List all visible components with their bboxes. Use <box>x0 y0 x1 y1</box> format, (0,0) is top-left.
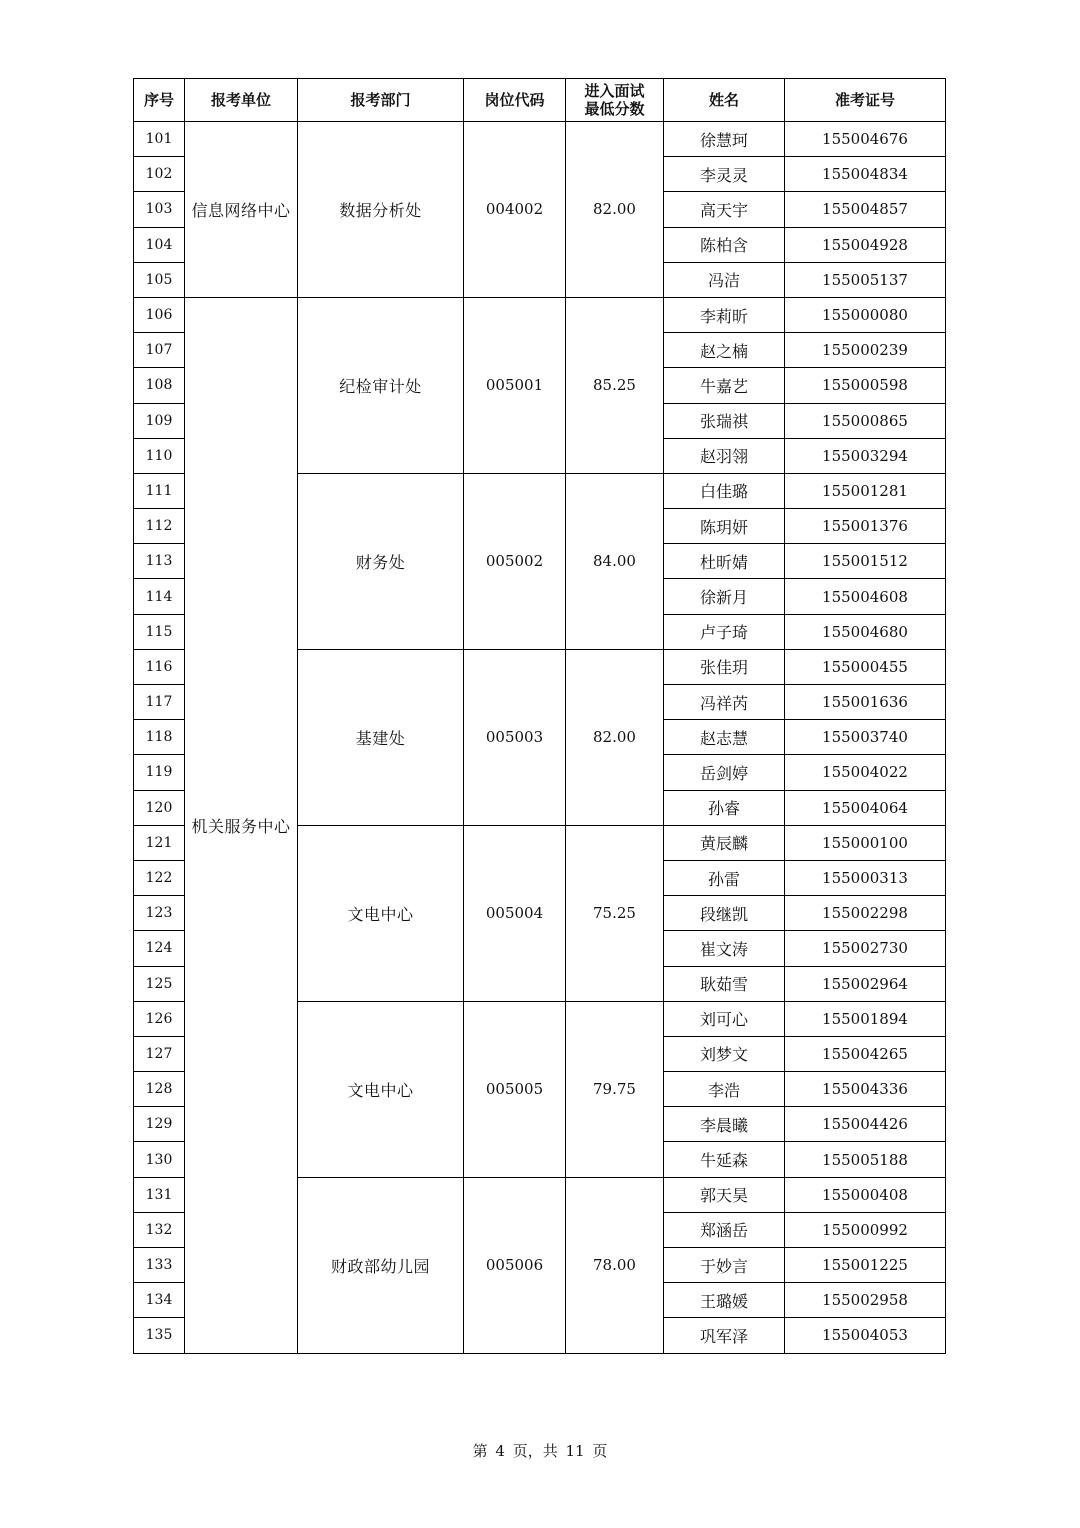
min-score-cell: 82.00 <box>566 649 664 825</box>
name-cell: 郑涵岳 <box>664 1212 785 1247</box>
seq-cell: 119 <box>134 755 185 790</box>
name-cell: 孙雷 <box>664 860 785 895</box>
seq-cell: 113 <box>134 544 185 579</box>
seq-cell: 103 <box>134 192 185 227</box>
name-cell: 李晨曦 <box>664 1107 785 1142</box>
position-code-cell: 005003 <box>464 649 566 825</box>
page-footer: 第 4 页，共 11 页 <box>472 1442 608 1460</box>
seq-cell: 102 <box>134 157 185 192</box>
seq-cell: 135 <box>134 1318 185 1353</box>
name-cell: 李灵灵 <box>664 157 785 192</box>
header-min-score-line1: 进入面试 <box>584 82 645 100</box>
exam-no-cell: 155004857 <box>785 192 946 227</box>
exam-no-cell: 155001281 <box>785 473 946 508</box>
exam-no-cell: 155003740 <box>785 720 946 755</box>
table-header-row <box>134 79 946 122</box>
name-cell: 高天宇 <box>664 192 785 227</box>
name-cell: 冯洁 <box>664 262 785 297</box>
seq-cell: 108 <box>134 368 185 403</box>
exam-no-cell: 155000408 <box>785 1177 946 1212</box>
exam-no-cell: 155000598 <box>785 368 946 403</box>
name-cell: 耿茹雪 <box>664 966 785 1001</box>
seq-cell: 116 <box>134 649 185 684</box>
seq-cell: 105 <box>134 262 185 297</box>
seq-cell: 104 <box>134 227 185 262</box>
seq-cell: 107 <box>134 333 185 368</box>
exam-no-cell: 155001894 <box>785 1001 946 1036</box>
min-score-cell: 82.00 <box>566 122 664 298</box>
name-cell: 赵志慧 <box>664 720 785 755</box>
seq-cell: 111 <box>134 473 185 508</box>
dept-cell: 纪检审计处 <box>298 297 464 473</box>
position-code-cell: 005005 <box>464 1001 566 1177</box>
exam-no-cell: 155004064 <box>785 790 946 825</box>
header-min-score <box>566 79 664 122</box>
exam-no-cell: 155004928 <box>785 227 946 262</box>
name-cell: 赵羽翎 <box>664 438 785 473</box>
seq-cell: 115 <box>134 614 185 649</box>
exam-no-cell: 155000865 <box>785 403 946 438</box>
exam-no-cell: 155003294 <box>785 438 946 473</box>
name-cell: 牛嘉艺 <box>664 368 785 403</box>
min-score-cell: 84.00 <box>566 473 664 649</box>
exam-no-cell: 155000313 <box>785 860 946 895</box>
header-seq: 序号 <box>134 79 185 122</box>
dept-cell: 数据分析处 <box>298 122 464 298</box>
seq-cell: 109 <box>134 403 185 438</box>
table-body <box>134 122 946 1354</box>
seq-cell: 133 <box>134 1248 185 1283</box>
seq-cell: 131 <box>134 1177 185 1212</box>
exam-no-cell: 155004022 <box>785 755 946 790</box>
name-cell: 崔文涛 <box>664 931 785 966</box>
unit-cell: 信息网络中心 <box>185 122 298 298</box>
seq-cell: 127 <box>134 1036 185 1071</box>
seq-cell: 117 <box>134 685 185 720</box>
name-cell: 卢子琦 <box>664 614 785 649</box>
exam-no-cell: 155001636 <box>785 685 946 720</box>
name-cell: 巩军泽 <box>664 1318 785 1353</box>
seq-cell: 130 <box>134 1142 185 1177</box>
exam-no-cell: 155000992 <box>785 1212 946 1247</box>
header-dept: 报考部门 <box>298 79 464 122</box>
position-code-cell: 005006 <box>464 1177 566 1353</box>
unit-cell: 机关服务中心 <box>185 297 298 1353</box>
name-cell: 孙睿 <box>664 790 785 825</box>
exam-no-cell: 155000239 <box>785 333 946 368</box>
exam-no-cell: 155004053 <box>785 1318 946 1353</box>
name-cell: 冯祥芮 <box>664 685 785 720</box>
name-cell: 张瑞祺 <box>664 403 785 438</box>
exam-no-cell: 155002964 <box>785 966 946 1001</box>
seq-cell: 132 <box>134 1212 185 1247</box>
exam-no-cell: 155002730 <box>785 931 946 966</box>
name-cell: 徐慧珂 <box>664 122 785 157</box>
min-score-cell: 85.25 <box>566 297 664 473</box>
exam-no-cell: 155005137 <box>785 262 946 297</box>
position-code-cell: 005002 <box>464 473 566 649</box>
seq-cell: 114 <box>134 579 185 614</box>
name-cell: 牛延森 <box>664 1142 785 1177</box>
position-code-cell: 005001 <box>464 297 566 473</box>
name-cell: 刘梦文 <box>664 1036 785 1071</box>
header-unit: 报考单位 <box>185 79 298 122</box>
name-cell: 白佳璐 <box>664 473 785 508</box>
exam-no-cell: 155000455 <box>785 649 946 684</box>
exam-no-cell: 155001376 <box>785 509 946 544</box>
dept-cell: 财务处 <box>298 473 464 649</box>
header-min-score-line2: 最低分数 <box>584 100 645 118</box>
seq-cell: 122 <box>134 860 185 895</box>
exam-no-cell: 155001512 <box>785 544 946 579</box>
seq-cell: 112 <box>134 509 185 544</box>
name-cell: 黄辰麟 <box>664 825 785 860</box>
name-cell: 陈柏含 <box>664 227 785 262</box>
exam-no-cell: 155004426 <box>785 1107 946 1142</box>
min-score-cell: 75.25 <box>566 825 664 1001</box>
exam-no-cell: 155004336 <box>785 1072 946 1107</box>
dept-cell: 文电中心 <box>298 825 464 1001</box>
seq-cell: 134 <box>134 1283 185 1318</box>
seq-cell: 120 <box>134 790 185 825</box>
seq-cell: 126 <box>134 1001 185 1036</box>
exam-no-cell: 155000100 <box>785 825 946 860</box>
name-cell: 刘可心 <box>664 1001 785 1036</box>
seq-cell: 118 <box>134 720 185 755</box>
exam-no-cell: 155004265 <box>785 1036 946 1071</box>
seq-cell: 124 <box>134 931 185 966</box>
seq-cell: 106 <box>134 297 185 332</box>
exam-no-cell: 155004608 <box>785 579 946 614</box>
seq-cell: 125 <box>134 966 185 1001</box>
name-cell: 陈玥妍 <box>664 509 785 544</box>
seq-cell: 110 <box>134 438 185 473</box>
exam-no-cell: 155004680 <box>785 614 946 649</box>
table-row <box>134 297 946 332</box>
exam-no-cell: 155005188 <box>785 1142 946 1177</box>
exam-no-cell: 155004834 <box>785 157 946 192</box>
exam-no-cell: 155004676 <box>785 122 946 157</box>
min-score-cell: 78.00 <box>566 1177 664 1353</box>
seq-cell: 121 <box>134 825 185 860</box>
seq-cell: 128 <box>134 1072 185 1107</box>
table-row <box>134 122 946 157</box>
name-cell: 李浩 <box>664 1072 785 1107</box>
exam-no-cell: 155002298 <box>785 896 946 931</box>
name-cell: 杜昕婧 <box>664 544 785 579</box>
header-code: 岗位代码 <box>464 79 566 122</box>
dept-cell: 财政部幼儿园 <box>298 1177 464 1353</box>
name-cell: 郭天昊 <box>664 1177 785 1212</box>
dept-cell: 基建处 <box>298 649 464 825</box>
exam-no-cell: 155002958 <box>785 1283 946 1318</box>
name-cell: 李莉昕 <box>664 297 785 332</box>
name-cell: 赵之楠 <box>664 333 785 368</box>
header-name: 姓名 <box>664 79 785 122</box>
name-cell: 段继凯 <box>664 896 785 931</box>
name-cell: 于妙言 <box>664 1248 785 1283</box>
name-cell: 徐新月 <box>664 579 785 614</box>
position-code-cell: 005004 <box>464 825 566 1001</box>
dept-cell: 文电中心 <box>298 1001 464 1177</box>
candidate-table <box>133 78 946 1354</box>
header-exam-no: 准考证号 <box>785 79 946 122</box>
name-cell: 王璐媛 <box>664 1283 785 1318</box>
min-score-cell: 79.75 <box>566 1001 664 1177</box>
name-cell: 岳剑婷 <box>664 755 785 790</box>
name-cell: 张佳玥 <box>664 649 785 684</box>
seq-cell: 129 <box>134 1107 185 1142</box>
exam-no-cell: 155000080 <box>785 297 946 332</box>
position-code-cell: 004002 <box>464 122 566 298</box>
seq-cell: 101 <box>134 122 185 157</box>
exam-no-cell: 155001225 <box>785 1248 946 1283</box>
seq-cell: 123 <box>134 896 185 931</box>
